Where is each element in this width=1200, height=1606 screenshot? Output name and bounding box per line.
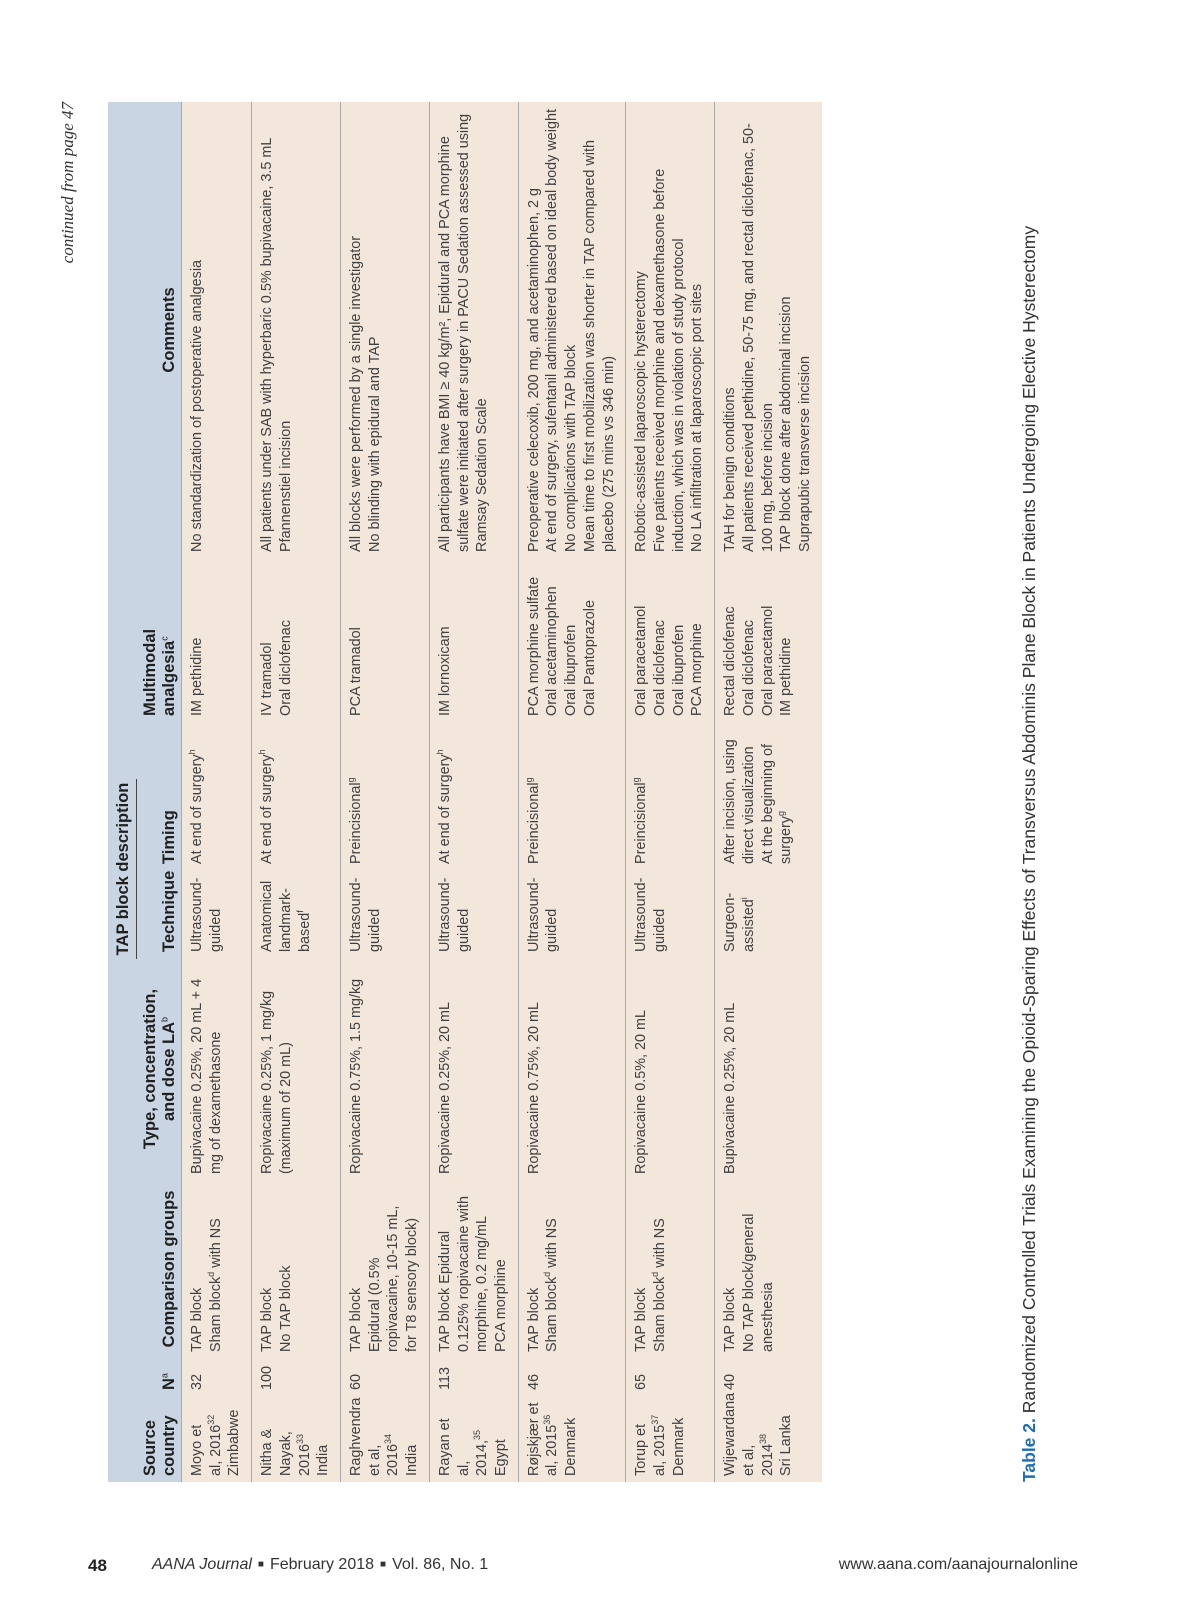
multimodal-item: IM pethidine — [188, 637, 205, 716]
comparison-text: Sham block — [652, 1276, 668, 1352]
cell-comments — [340, 102, 429, 558]
table-row — [715, 102, 822, 1482]
header-technique: Technique — [159, 870, 178, 952]
timing-item — [759, 728, 796, 864]
comment-item: All participants have BMI ≥ 40 kg/m², Epidural and PCA morphine sulfate were initiated after surgery in PACU Sedation assessed using Ramsay Sedation Scale — [436, 113, 491, 552]
comment-item: All blocks were performed by a single investigator — [347, 236, 364, 552]
technique-text: Ultrasound-guided — [633, 877, 668, 952]
multimodal-item: Oral ibuprofen — [670, 624, 687, 716]
comparison-footnote: d — [205, 1271, 216, 1277]
cell-multimodal — [518, 558, 626, 722]
comparison-footnote: d — [542, 1271, 553, 1277]
timing-item — [632, 728, 651, 864]
timing-item — [347, 728, 366, 864]
source-author: Moyo et — [188, 1424, 205, 1476]
cell-technique — [429, 870, 518, 958]
comparison-group — [347, 1186, 366, 1352]
cell-n: 32 — [181, 1358, 251, 1396]
cell-type-dose: Ropivacaine 0.75%, 20 mL — [518, 958, 626, 1180]
tap-block-description-header: TAP block description — [108, 558, 139, 1180]
cell-comparison — [429, 1180, 518, 1358]
source-country: Denmark — [563, 1417, 580, 1476]
comment-item: All patients under SAB with hyperbaric 0.5% bupivacaine, 3.5 mL — [259, 137, 276, 552]
source-author: Torup et — [633, 1424, 650, 1476]
multimodal-item: Oral paracetamol — [633, 605, 650, 716]
separator-square-icon: ■ — [257, 1559, 264, 1570]
timing-item — [188, 728, 207, 864]
header-group-row — [108, 102, 139, 1482]
comparison-text: No TAP block/general anesthesia — [740, 1213, 776, 1352]
technique-text: Ultrasound-guided — [436, 877, 472, 952]
source-year — [366, 1402, 403, 1476]
header-comparison: Comparison groups — [159, 1190, 178, 1348]
timing-item — [721, 728, 758, 864]
cell-n: 100 — [252, 1358, 341, 1396]
comparison-suffix: with NS — [544, 1218, 561, 1272]
multimodal-item: IM lornoxicam — [436, 626, 453, 716]
source-country: Zimbabwe — [226, 1409, 243, 1476]
cell-multimodal — [181, 558, 251, 722]
source-ref: 36 — [542, 1414, 553, 1425]
timing-text: At the beginning of surgery — [759, 743, 795, 864]
source-year — [740, 1402, 777, 1476]
cell-timing — [626, 722, 715, 870]
comment-item: At end of surgery, sufentanil administered based on ideal body weight — [544, 109, 561, 552]
comment-item: Pfannenstiel incision — [277, 420, 294, 552]
cell-n: 65 — [626, 1358, 715, 1396]
technique-text: Anatomical landmark-based — [259, 880, 313, 952]
multimodal-item: Oral acetaminophen — [544, 586, 561, 716]
header-timing: Timing — [159, 810, 178, 864]
separator-square-icon: ■ — [380, 1559, 387, 1570]
technique-text: Ultrasound-guided — [188, 877, 224, 952]
technique-footnote: f — [294, 910, 305, 913]
cell-type-dose: Ropivacaine 0.25%, 20 mL — [429, 958, 518, 1180]
table-caption — [1018, 102, 1041, 1482]
timing-footnote: g — [523, 777, 534, 783]
cell-multimodal — [252, 558, 341, 722]
source-year-text: Nayak, 2016 — [277, 1431, 313, 1476]
comment-item: TAP block done after abdominal incision — [778, 296, 795, 552]
timing-text: Preincisional — [525, 782, 542, 864]
multimodal-item: PCA tramadol — [347, 627, 364, 716]
cell-comments — [252, 102, 341, 558]
continued-note: continued from page 47 — [58, 102, 77, 264]
journal-citation — [152, 1556, 488, 1574]
source-year — [277, 1402, 314, 1476]
timing-item — [436, 728, 455, 864]
cell-multimodal — [715, 558, 822, 722]
page-footer — [88, 1556, 1078, 1582]
comparison-group — [207, 1186, 226, 1352]
source-year-text: al, 2015 — [544, 1424, 561, 1476]
cell-technique — [626, 870, 715, 958]
cell-source — [340, 1396, 429, 1482]
comparison-suffix: with NS — [652, 1218, 668, 1272]
comparison-text: TAP block — [633, 1287, 650, 1352]
source-ref: 38 — [757, 1433, 768, 1444]
cell-comparison — [181, 1180, 251, 1358]
table-row — [252, 102, 341, 1482]
comment-item: All patients received pethidine, 50-75 mg, and rectal diclofenac, 50-100 mg, before incision — [740, 123, 776, 552]
source-ref: 32 — [205, 1414, 216, 1425]
comparison-group — [651, 1186, 670, 1352]
timing-text: At end of surgery — [436, 754, 453, 864]
cell-comparison — [340, 1180, 429, 1358]
comparison-text: Epidural (0.5% ropivacaine, 10-15 mL, for T8 sensory block) — [366, 1205, 421, 1352]
rotated-page-content — [60, 102, 1060, 1482]
cell-type-dose: Ropivacaine 0.25%, 1 mg/kg (maximum of 20 mL) — [252, 958, 341, 1180]
timing-item — [258, 728, 277, 864]
cell-comparison — [626, 1180, 715, 1358]
timing-text: Preincisional — [633, 782, 650, 864]
comparison-text: No TAP block — [277, 1265, 294, 1352]
technique-text: Ultrasound-guided — [525, 877, 561, 952]
source-year-text: 2014, — [474, 1439, 491, 1476]
header-n: $N^a$ — [159, 1373, 178, 1390]
timing-footnote: h — [187, 749, 198, 755]
timing-text: At end of surgery — [259, 754, 276, 864]
cell-timing — [181, 722, 251, 870]
cell-timing — [252, 722, 341, 870]
comparison-group — [721, 1186, 740, 1352]
source-author: Wijewardana — [722, 1392, 739, 1476]
caption-label: Table 2. — [1019, 1418, 1039, 1482]
comparison-group — [543, 1186, 562, 1352]
table-row — [340, 102, 429, 1482]
cell-comparison — [715, 1180, 822, 1358]
comparison-group — [525, 1186, 544, 1352]
journal-name: AANA Journal — [152, 1556, 252, 1573]
comparison-text: TAP block Epidural 0.125% ropivacaine with morphine, 0.2 mg/mL PCA morphine — [436, 1196, 509, 1352]
source-author: Nitha & — [259, 1428, 276, 1476]
source-year — [543, 1402, 562, 1476]
source-year-text: et al, 2016 — [366, 1443, 402, 1476]
header-multimodal: Multimodal analgesia$^c$ — [140, 628, 178, 716]
comment-item: Preoperative celecoxib, 200 mg, and acetaminophen, 2 g — [525, 187, 542, 552]
comment-item: No standardization of postoperative analgesia — [188, 259, 205, 552]
cell-technique — [181, 870, 251, 958]
comment-item: No complications with TAP block — [563, 344, 580, 552]
cell-source — [518, 1396, 626, 1482]
cell-comparison — [252, 1180, 341, 1358]
comparison-footnote: d — [650, 1271, 661, 1277]
table-row — [518, 102, 626, 1482]
source-year-text: al, 2016 — [207, 1424, 224, 1476]
multimodal-item: Oral paracetamol — [759, 605, 776, 716]
cell-timing — [340, 722, 429, 870]
timing-text: After incision, using direct visualization — [722, 739, 757, 864]
multimodal-item: Oral diclofenac — [652, 620, 668, 716]
comparison-group — [188, 1186, 207, 1352]
source-ref: 33 — [294, 1433, 305, 1444]
trials-table — [108, 102, 822, 1482]
cell-comments — [626, 102, 715, 558]
cell-comments — [429, 102, 518, 558]
cell-type-dose: Ropivacaine 0.75%, 1.5 mg/kg — [340, 958, 429, 1180]
cell-source — [181, 1396, 251, 1482]
source-year — [651, 1402, 670, 1476]
cell-comments — [181, 102, 251, 558]
cell-type-dose: Bupivacaine 0.25%, 20 mL — [715, 958, 822, 1180]
comparison-text: TAP block — [525, 1287, 542, 1352]
multimodal-item: IV tramadol — [259, 642, 276, 716]
source-year-text: et al, 2014 — [740, 1443, 776, 1476]
cell-technique — [340, 870, 429, 958]
source-country: Sri Lanka — [778, 1415, 795, 1476]
comment-item: Suprapubic transverse incision — [797, 355, 814, 552]
source-ref: 34 — [383, 1433, 394, 1444]
caption-text: Randomized Controlled Trials Examining the Opioid-Sparing Effects of Transversus Abdominis Plane Block in Patients Undergoing Elective Hysterectomy — [1019, 225, 1039, 1414]
multimodal-item: Rectal diclofenac — [722, 606, 739, 716]
cell-n: 46 — [518, 1358, 626, 1396]
cell-multimodal — [429, 558, 518, 722]
header-source: Source country — [140, 1415, 178, 1476]
comment-item: TAH for benign conditions — [722, 387, 739, 552]
cell-source — [715, 1392, 822, 1482]
timing-footnote: g — [776, 810, 787, 816]
table-row — [626, 102, 715, 1482]
source-country: India — [404, 1444, 421, 1476]
technique-text: Ultrasound-guided — [347, 877, 383, 952]
cell-timing — [715, 722, 822, 870]
table-body — [181, 102, 821, 1482]
header-row — [139, 102, 181, 1482]
timing-footnote: g — [631, 777, 642, 783]
timing-footnote: g — [346, 777, 357, 783]
comment-item: No blinding with epidural and TAP — [366, 336, 383, 552]
header-comments: Comments — [159, 287, 178, 373]
cell-n: 60 — [340, 1358, 429, 1396]
header-type: Type, concentration, and dose $LA^b$ — [140, 988, 178, 1150]
cell-comparison — [518, 1180, 626, 1358]
source-country: India — [315, 1444, 332, 1476]
multimodal-item: Oral diclofenac — [740, 620, 757, 716]
multimodal-item: Oral ibuprofen — [563, 624, 580, 716]
source-year-text: al, 2015 — [652, 1424, 668, 1476]
cell-technique — [252, 870, 341, 958]
multimodal-item: PCA morphine sulfate — [525, 576, 542, 716]
comment-item: Robotic-assisted laparoscopic hysterectomy — [633, 271, 650, 552]
timing-footnote: h — [435, 749, 446, 755]
comparison-group — [366, 1186, 422, 1352]
source-author: Røjskjær et — [525, 1402, 542, 1476]
technique-text: Surgeon-assisted — [722, 892, 757, 952]
comparison-text: Sham block — [207, 1276, 224, 1352]
comment-item: Mean time to first mobilization was shorter in TAP compared with placebo (275 mins vs 346 min) — [581, 140, 617, 552]
table-row — [429, 102, 518, 1482]
timing-text: At end of surgery — [188, 754, 205, 864]
multimodal-item: IM pethidine — [778, 637, 795, 716]
timing-footnote: h — [257, 749, 268, 755]
comparison-text: TAP block — [188, 1287, 205, 1352]
comment-item: No LA infiltration at laparoscopic port sites — [689, 283, 706, 552]
cell-n: 40 — [715, 1358, 822, 1396]
comparison-group — [277, 1186, 296, 1352]
source-ref: 35 — [472, 1429, 483, 1440]
cell-technique — [715, 870, 822, 958]
multimodal-item: Oral diclofenac — [277, 620, 294, 716]
cell-n: 113 — [429, 1358, 518, 1396]
source-country: Denmark — [670, 1417, 687, 1476]
cell-timing — [429, 722, 518, 870]
source-year — [207, 1402, 226, 1476]
comparison-group — [258, 1186, 277, 1352]
source-author: Rayan et al, — [436, 1418, 472, 1476]
source-ref: 37 — [650, 1414, 661, 1425]
comparison-text: TAP block — [259, 1287, 276, 1352]
cell-multimodal — [340, 558, 429, 722]
comparison-text: TAP block — [347, 1287, 364, 1352]
source-author: Raghvendra — [347, 1397, 364, 1476]
comparison-group — [632, 1186, 651, 1352]
technique-footnote: i — [739, 897, 750, 900]
comment-item: Five patients received morphine and dexamethasone before induction, which was in violation of study protocol — [652, 168, 687, 552]
page-number: 48 — [88, 1556, 107, 1575]
multimodal-item: PCA morphine — [689, 623, 706, 716]
cell-comments — [518, 102, 626, 558]
cell-type-dose: Bupivacaine 0.25%, 20 mL + 4 mg of dexamethasone — [181, 958, 251, 1180]
cell-timing — [518, 722, 626, 870]
cell-source — [252, 1396, 341, 1482]
cell-technique — [518, 870, 626, 958]
table-row — [181, 102, 251, 1482]
comparison-suffix: with NS — [207, 1218, 224, 1272]
multimodal-item: Oral Pantoprazole — [581, 600, 598, 716]
comparison-group — [740, 1186, 777, 1352]
issue-date: February 2018 — [269, 1556, 375, 1573]
cell-source — [429, 1396, 518, 1482]
cell-source — [626, 1396, 715, 1482]
source-year — [473, 1402, 492, 1476]
volume: Vol. 86, No. 1 — [392, 1556, 489, 1573]
comparison-text: TAP block — [722, 1287, 739, 1352]
cell-type-dose: Ropivacaine 0.5%, 20 mL — [626, 958, 715, 1180]
cell-comments — [715, 102, 822, 558]
comparison-text: Sham block — [544, 1276, 561, 1352]
timing-item — [525, 728, 544, 864]
cell-multimodal — [626, 558, 715, 722]
timing-text: Preincisional — [347, 782, 364, 864]
source-country: Egypt — [492, 1439, 509, 1476]
journal-url: www.aana.com/aanajournalonline — [838, 1556, 1078, 1573]
comparison-group — [436, 1186, 511, 1352]
